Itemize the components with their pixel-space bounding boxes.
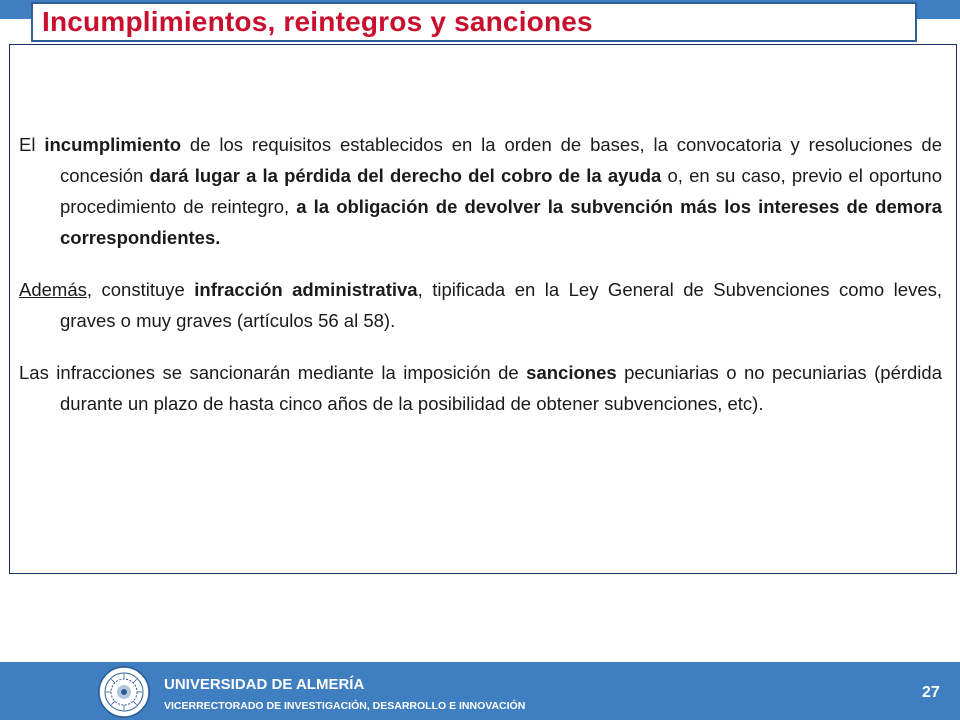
text-run: , tipificada en la Ley General de Subvenciones como leves, graves o muy graves (artículos 56 al 58). xyxy=(60,279,943,331)
text-run: o, en su caso, previo el oportuno procedimiento de reintegro, xyxy=(60,165,942,217)
bold-run: incumplimiento xyxy=(44,134,182,155)
bold-run: a la obligación de devolver la subvención más los intereses de demora correspondientes. xyxy=(60,196,942,248)
text-run: , constituye xyxy=(86,279,195,300)
text-run: Las infracciones se sancionarán mediante la imposición de xyxy=(19,362,527,383)
title-box xyxy=(31,2,917,42)
body-text xyxy=(19,129,942,419)
text-run: de los requisitos establecidos en la orden de bases, la convocatoria y resoluciones de concesión xyxy=(60,134,942,186)
bold-run: dará lugar a la pérdida del derecho del cobro de la ayuda xyxy=(149,165,662,186)
university-seal-icon xyxy=(98,666,150,718)
text-run: pecuniarias o no pecuniarias (pérdida durante un plazo de hasta cinco años de la posibilidad de obtener subvenciones, etc). xyxy=(60,362,942,414)
text-run: El xyxy=(19,134,45,155)
underlined-run: Además xyxy=(19,279,87,300)
page-number: 27 xyxy=(922,684,940,701)
slide-title: Incumplimientos, reintegros y sanciones xyxy=(42,6,593,37)
university-name: UNIVERSIDAD DE ALMERÍA xyxy=(164,676,365,693)
department-name: VICERRECTORADO DE INVESTIGACIÓN, DESARROLLO E INNOVACIÓN xyxy=(164,700,526,712)
bold-run: infracción administrativa xyxy=(194,279,418,300)
paragraph-infraccion xyxy=(19,274,942,336)
bold-run: sanciones xyxy=(526,362,617,383)
paragraph-sanciones xyxy=(19,357,942,419)
paragraph-incumplimiento xyxy=(19,129,942,253)
